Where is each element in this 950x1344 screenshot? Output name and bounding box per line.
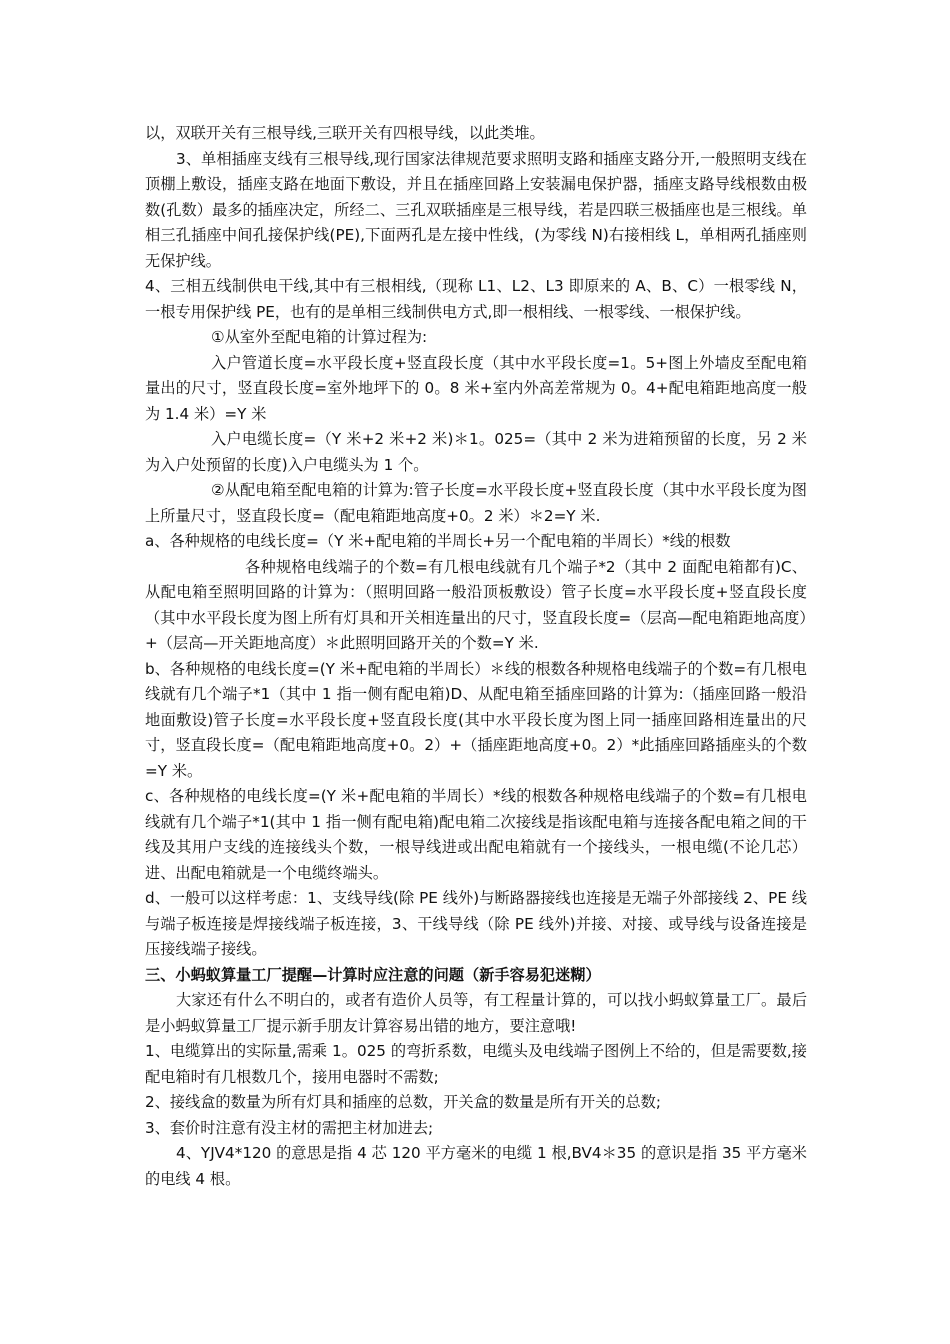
paragraph-cable-length: 入户电缆长度=（Y 米+2 米+2 米)＊1。025=（其中 2 米为进箱预留的长度，另 2 米为入户处预留的长度)入户电缆头为 1 个。 [145, 430, 807, 474]
paragraph-a: a、各种规格的电线长度=（Y 米+配电箱的半周长+另一个配电箱的半周长）*线的根数 [145, 532, 731, 550]
section-heading: 三、小蚂蚁算量工厂提醒—计算时应注意的问题（新手容易犯迷糊） [145, 965, 601, 984]
paragraph-pipe-length: 入户管道长度=水平段长度+竖直段长度（其中水平段长度=1。5+图上外墙皮至配电箱量出的尺寸，竖直段长度=室外地坪下的 0。8 米+室内外高差常规为 0。4+配电箱距地高度一般为 1.4 米）=Y 米 [145, 353, 807, 423]
paragraph-step-1-heading: ①从室外至配电箱的计算过程为: [211, 328, 428, 346]
paragraph-c: c、各种规格的电线长度=(Y 米+配电箱的半周长）*线的根数各种规格电线端子的个数=有几根电线就有几个端子*1(其中 1 指一侧有配电箱)配电箱二次接线是指该配电箱与连接各配电箱之间的干线及其用户支线的连接线头个数，一根导线进或出配电箱就有一个接线头，一根电缆(不论几芯）进、出配电箱就是一个电缆终端头。 [145, 787, 807, 882]
paragraph-note-2: 2、接线盒的数量为所有灯具和插座的总数，开关盒的数量是所有开关的总数; [145, 1093, 661, 1111]
paragraph-intro: 大家还有什么不明白的，或者有造价人员等，有工程量计算的，可以找小蚂蚁算量工厂。最后是小蚂蚁算量工厂提示新手朋友计算容易出错的地方，要注意哦! [145, 991, 807, 1035]
paragraph-note-3: 3、套价时注意有没主材的需把主材加进去; [145, 1118, 434, 1137]
paragraph-d: d、一般可以这样考虑：1、支线导线(除 PE 线外)与断路器接线也连接是无端子外部接线 2、PE 线与端子板连接是焊接线端子板连接，3、干线导线（除 PE 线外)并接、对接、或导线与设备连接是压接线端子接线。 [145, 889, 807, 958]
paragraph-item-4: 4、三相五线制供电干线,其中有三根相线,（现称 L1、L2、L3 即原来的 A、B、C）一根零线 N，一根专用保护线 PE，也有的是单相三线制供电方式,即一根相线、一根零线、一根保护线。 [145, 277, 807, 321]
paragraph-b: b、各种规格的电线长度=(Y 米+配电箱的半周长）＊线的根数各种规格电线端子的个数=有几根电线就有几个端子*1（其中 1 指一侧有配电箱)D、从配电箱至插座回路的计算为:（插座回路一般沿地面敷设)管子长度=水平段长度+竖直段长度(其中水平段长度为图上同一插座回路相连量出的尺寸，竖直段长度=（配电箱距地高度+0。2）+（插座距地高度+0。2）*此插座回路插座头的个数=Y 米。 [145, 659, 807, 780]
paragraph-item-3: 3、单相插座支线有三根导线,现行国家法律规范要求照明支路和插座支路分开,一般照明支线在顶棚上敷设，插座支路在地面下敷设，并且在插座回路上安装漏电保护器，插座支路导线根数由极数(孔数）最多的插座决定，所经二、三孔双联插座是三根导线，若是四联三极插座也是三根线。单相三孔插座中间孔接保护线(PE),下面两孔是左接中性线，(为零线 N)右接相线 L，单相两孔插座则无保护线。 [145, 149, 807, 270]
paragraph-continuation: 以，双联开关有三根导线,三联开关有四根导线，以此类堆。 [145, 124, 545, 142]
paragraph-step-2: ②从配电箱至配电箱的计算为:管子长度=水平段长度+竖直段长度（其中水平段长度为图上所量尺寸，竖直段长度=（配电箱距地高度+0。2 米）＊2=Y 米. [145, 481, 807, 525]
paragraph-terminals-c: 各种规格电线端子的个数=有几根电线就有几个端子*2（其中 2 面配电箱都有)C、从配电箱至照明回路的计算为：（照明回路一般沿顶板敷设）管子长度=水平段长度+竖直段长度（其中水平段长度为图上所有灯具和开关相连量出的尺寸，竖直段长度=（层高—配电箱距地高度）+（层高—开关距地高度）＊此照明回路开关的个数=Y 米. [145, 557, 807, 652]
paragraph-note-4: 4、YJV4*120 的意思是指 4 芯 120 平方毫米的电缆 1 根,BV4＊35 的意识是指 35 平方毫米的电线 4 根。 [145, 1144, 807, 1188]
document-body [145, 121, 807, 1192]
paragraph-note-1: 1、电缆算出的实际量,需乘 1。025 的弯折系数，电缆头及电线端子图例上不给的，但是需要数,接配电箱时有几根数几个，接用电器时不需数; [145, 1042, 807, 1086]
